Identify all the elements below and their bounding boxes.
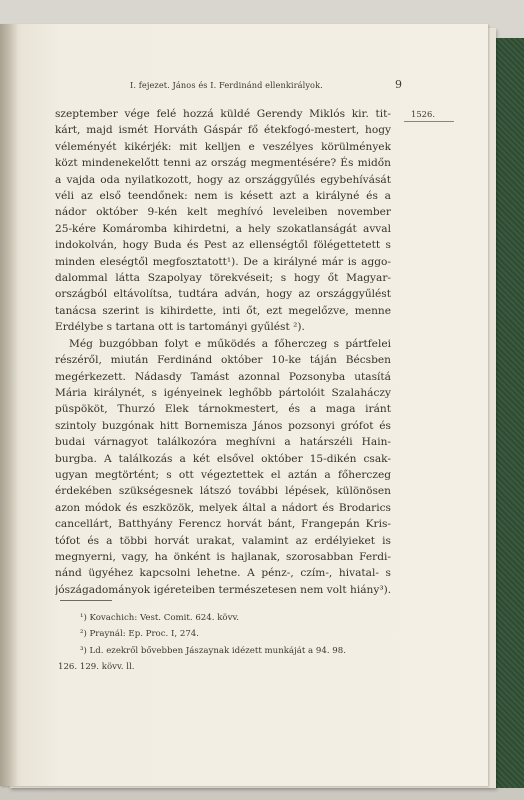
text-line: megnyerni, vagy, ha önként is hajlanak, szorosabban Ferdi- — [55, 550, 391, 563]
text-line: érdekében szükségesnek látszó további lépések, különösen — [55, 485, 391, 498]
text-line: a vajda oda nyilatkozott, hogy az országgyűlés egybehívását — [55, 173, 391, 186]
text-line: megérkezett. Nádasdy Tamást azonnal Pozsonyba utasítá — [55, 370, 391, 383]
text-line: 25-kére Komáromba kihirdetni, a hely szokatlanságát avval — [55, 222, 391, 235]
running-head: I. fejezet. János és I. Ferdinánd ellenkirályok. — [130, 80, 323, 90]
footnote: ³) Ld. ezekről bővebben Jászaynak idézett munkáját a 94. 98. — [80, 645, 346, 656]
text-line: Erdélybe s tartana ott is tartományi gyűlést ²). — [55, 321, 305, 334]
text-line: véli az első teendőnek: nem is késett azt a királyné és a — [55, 190, 391, 203]
text-line: országból eltávolítsa, tudtára adván, hogy az országgyűlést — [55, 288, 391, 301]
text-line: nádor október 9-kén kelt meghívó leveleiben november — [55, 206, 391, 219]
gutter-shadow — [0, 24, 18, 786]
footnote: ¹) Kovachich: Vest. Comit. 624. kövv. — [80, 613, 240, 623]
text-line: cancellárt, Batthyány Ferencz horvát bánt, Frangepán Kris- — [55, 518, 391, 531]
text-line: kárt, majd ismét Horváth Gáspár fő étekfogó-mestert, hogy — [55, 124, 391, 137]
text-line: tófot és a többi horvát urakat, valamint az erdélyieket is — [55, 534, 391, 547]
text-line: Mária királynét, s igényeinek leghőbb pártolóit Szalaháczy — [55, 386, 391, 399]
text-line: budai várnagyot találkozóra meghívni a határszéli Hain- — [55, 436, 391, 449]
text-line: indokolván, hogy Buda és Pest az ellenségtől fölégettetett s — [55, 239, 391, 252]
text-line: részéről, miután Ferdinánd október 10-ke táján Bécsben — [55, 354, 391, 367]
text-line: dalommal látta Szapolyay törekvéseit; s hogy őt Magyar- — [55, 272, 391, 285]
text-line: tanácsa szerint is kihirdette, inti őt, ezt megelőzve, menne — [55, 304, 391, 317]
footnote-continuation: 126. 129. kövv. ll. — [58, 662, 135, 673]
footnote-rule — [60, 600, 112, 601]
text-line: Még buzgóbban folyt e működés a főherczeg s pártfelei — [69, 337, 391, 350]
text-line: nánd ügyéhez kapcsolni lehetne. A pénz-, czím-, hivatal- s — [55, 567, 391, 580]
text-line: azon módok és eszközök, melyek által a nádort és Brodarics — [55, 501, 391, 514]
footnote: ²) Praynál: Ep. Proc. I, 274. — [80, 629, 200, 640]
footnotes — [58, 610, 400, 676]
text-line: jószágadományok igéreteiben természetesen nem volt hiány³). — [55, 583, 391, 596]
text-line: püspököt, Thurzó Elek tárnokmestert, és a maga iránt — [55, 403, 391, 416]
text-line: ugyan megtörtént; s ott végeztettek el aztán a főherczeg — [55, 468, 391, 481]
text-line: szeptember vége felé hozzá küldé Gerendy Miklós kir. tit- — [55, 108, 391, 120]
text-line: szintoly buzgónak hitt Bornemisza János pozsonyi grófot és — [55, 419, 391, 432]
text-line: véleményét kikérjék: mit kelljen e veszélyes körülmények — [55, 140, 391, 153]
text-line: közt mindenekelőtt tenni az ország megmentésére? És midőn — [55, 157, 391, 170]
text-line: minden eleségtől megfosztatott¹). De a királyné már is aggo- — [55, 255, 391, 268]
text-line: burgba. A találkozás a két elsővel október 15-dikén csak- — [55, 452, 391, 465]
margin-year-note: 1526. — [411, 109, 435, 119]
margin-rule — [404, 121, 454, 122]
page-number: 9 — [395, 78, 402, 91]
body-text — [55, 106, 391, 598]
